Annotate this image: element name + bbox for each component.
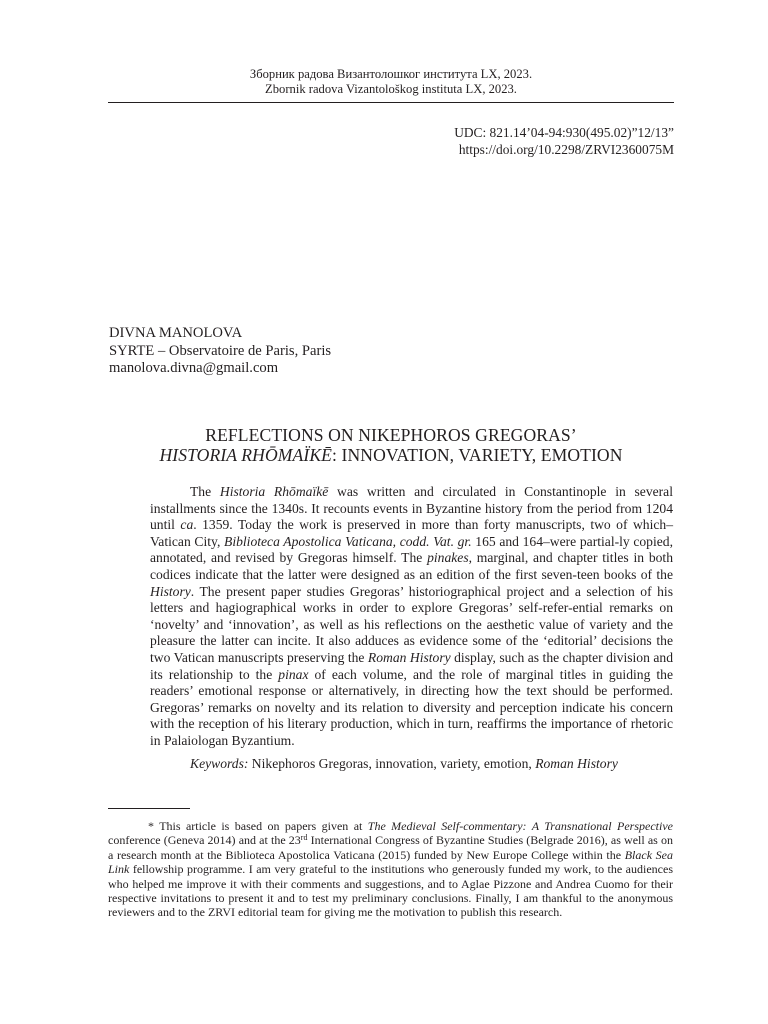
abstract-text: display, such as the chapter division and its relationship to the <box>150 649 673 682</box>
journal-header <box>108 67 674 97</box>
keywords <box>190 755 618 772</box>
footnote <box>108 819 673 920</box>
udc-code: UDC: 821.14’04-94:930(495.02)”12/13” <box>454 125 674 140</box>
header-rule <box>108 102 674 103</box>
abstract-italic: Biblioteca Apostolica Vaticana, codd. Vat. gr. <box>224 533 472 549</box>
author-affiliation: SYRTE – Observatoire de Paris, Paris <box>109 342 332 359</box>
footnote-text: fellowship programme. I am very grateful to the institutions who generously funded my work, to the audiences who helped me improve it with their comments and suggestions, and to Aglae Pizzone and Andrea Cuomo for their respective invitations to present it and to test my preliminary conclusions. Finally, I am thankful to the anonymous reviewers and to the ZRVI editorial team for giving me the motivation to publish this research. <box>108 862 673 920</box>
journal-header-cyrillic: Зборник радова Византолошког института LX, 2023. <box>249 67 533 81</box>
abstract-italic: Historia Rhōmaïkē <box>219 484 329 499</box>
abstract-text: 165 and 164–were partial-ly copied, annotated, and revised by Gregoras himself. The <box>150 533 673 566</box>
doi-link[interactable]: https://doi.org/10.2298/ZRVI2360075M <box>458 142 674 157</box>
footnote-text: conference (Geneva 2014) and at the 23 <box>108 833 301 848</box>
abstract-text: , marginal, and chapter titles in both codices indicate that the latter were designed as an edition of the first seven-teen books of the <box>150 550 673 582</box>
title-italic-part: HISTORIA RHŌMAÏKĒ <box>159 445 333 465</box>
abstract-italic: pinax <box>278 666 309 682</box>
author-name: DIVNA MANOLOVA <box>109 325 243 341</box>
abstract-italic: pinakes <box>427 550 469 566</box>
keywords-list: Nikephoros Gregoras, innovation, variety, emotion, <box>248 756 536 771</box>
abstract-text: . The present paper studies Gregoras’ historiographical project and a selection of his letters and hagiographical works in order to explore Gregoras’ self-refer-ential remarks on ‘novelty’ and ‘innovation’, as well as his reflections on the aesthetic value of variety and the pleasure the latter can incite. It also adduces as evidence some of the ‘editorial’ decisions the two Vatican manuscripts preserving the <box>150 583 673 665</box>
footnote-text: * This article is based on papers given at <box>148 819 368 833</box>
abstract-text: . 1359. Today the work is preserved in more than forty manuscripts, two of which–Vatican City, <box>150 517 673 549</box>
abstract-text: of each volume, and the role of marginal titles in guiding the readers’ emotional response or alternatively, in directing how the text should be performed. Gregoras’ remarks on novelty and its relation to diversity and perception indicate his concern with the reception of his literary production, which in turn, reaffirms the importance of rhetoric in Palaiologan Byzantium. <box>150 666 673 748</box>
keywords-label: Keywords: <box>190 756 249 771</box>
footnote-text: International Congress of Byzantine Studies (Belgrade 2016), as well as on a research month at the Biblioteca Apostolica Vaticana (2015) funded by New Europe College within the <box>108 833 674 862</box>
title-rest: : INNOVATION, VARIETY, EMOTION <box>332 445 623 465</box>
footnote-superscript: rd <box>300 833 308 843</box>
abstract-paragraph <box>150 484 673 750</box>
abstract-italic: ca <box>180 517 194 533</box>
footnote-italic: Black Sea Link <box>108 847 673 877</box>
journal-header-latin: Zbornik radova Vizantološkog instituta LX, 2023. <box>265 82 517 96</box>
abstract-text: was written and circulated in Constantinople in several installments since the 1340s. It recounts events in Byzantine history from the period from 1204 until <box>150 484 673 533</box>
keywords-italic: Roman History <box>535 756 618 771</box>
abstract-italic: History <box>150 583 191 599</box>
footnote-italic: The Medieval Self-commentary: A Transnational Perspective <box>367 819 673 833</box>
abstract <box>150 484 673 750</box>
footnote-rule <box>108 808 190 809</box>
footnote-paragraph <box>108 819 673 920</box>
abstract-italic: Roman History <box>367 649 451 665</box>
title-line-1: REFLECTIONS ON NIKEPHOROS GREGORAS’ <box>205 425 577 445</box>
title-line-2 <box>108 445 674 465</box>
author-email[interactable]: manolova.divna@gmail.com <box>109 360 279 376</box>
abstract-text: The <box>190 484 220 499</box>
identifiers-block <box>454 124 674 158</box>
author-block <box>109 325 331 378</box>
article-title <box>108 425 674 465</box>
